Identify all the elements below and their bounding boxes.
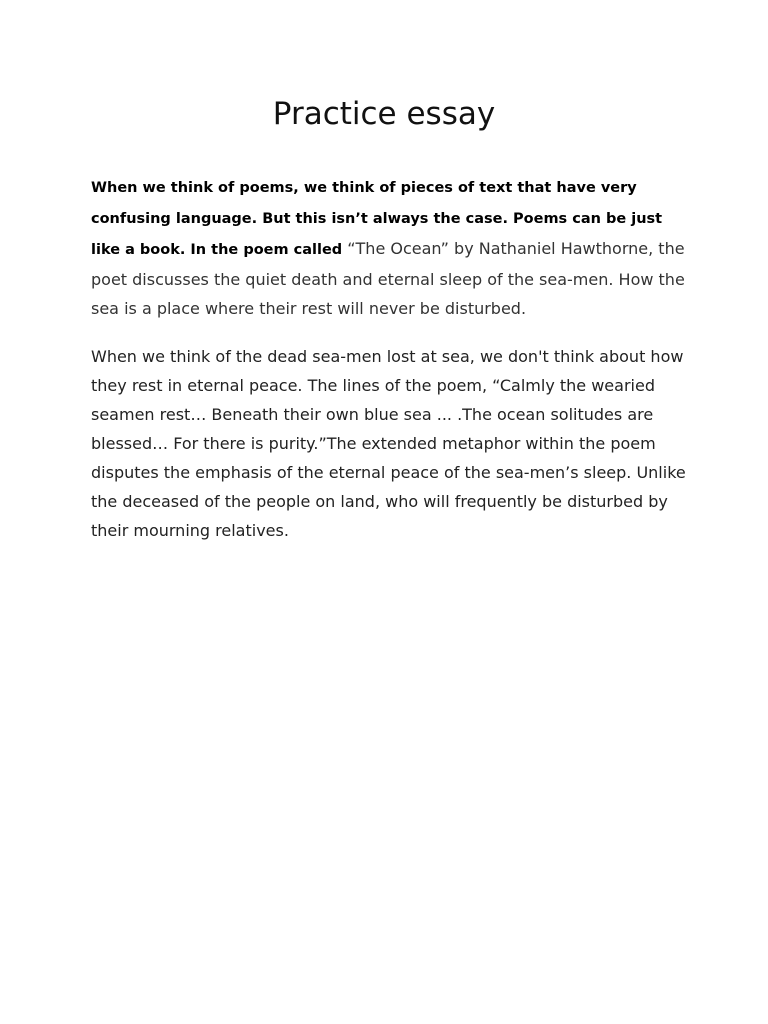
- page-title: Practice essay: [272, 96, 496, 132]
- essay-paragraph-1: [91, 172, 691, 323]
- paragraph-1-intro-text: When we think of poems, we think of pieces of text that have very confusing language. But this isn’t always the case. Poems can be just like a book. In the poem called: [91, 180, 663, 258]
- essay-paragraph-2: When we think of the dead sea-men lost at sea, we don't think about how they rest in eternal peace. The lines of the poem, “Calmly the wearied seamen rest… Beneath their own blue sea ... .The ocean solitudes are blessed… For there is purity.”The extended metaphor within the poem disputes the emphasis of the eternal peace of the sea-men’s sleep. Unlike the deceased of the people on land, who will frequently be disturbed by their mourning relatives.: [91, 347, 686, 540]
- paragraph-1-continuation-text: “The Ocean” by Nathaniel Hawthorne, the poet discusses the quiet death and eternal sleep of the sea-men. How the sea is a place where their rest will never be disturbed.: [91, 239, 685, 318]
